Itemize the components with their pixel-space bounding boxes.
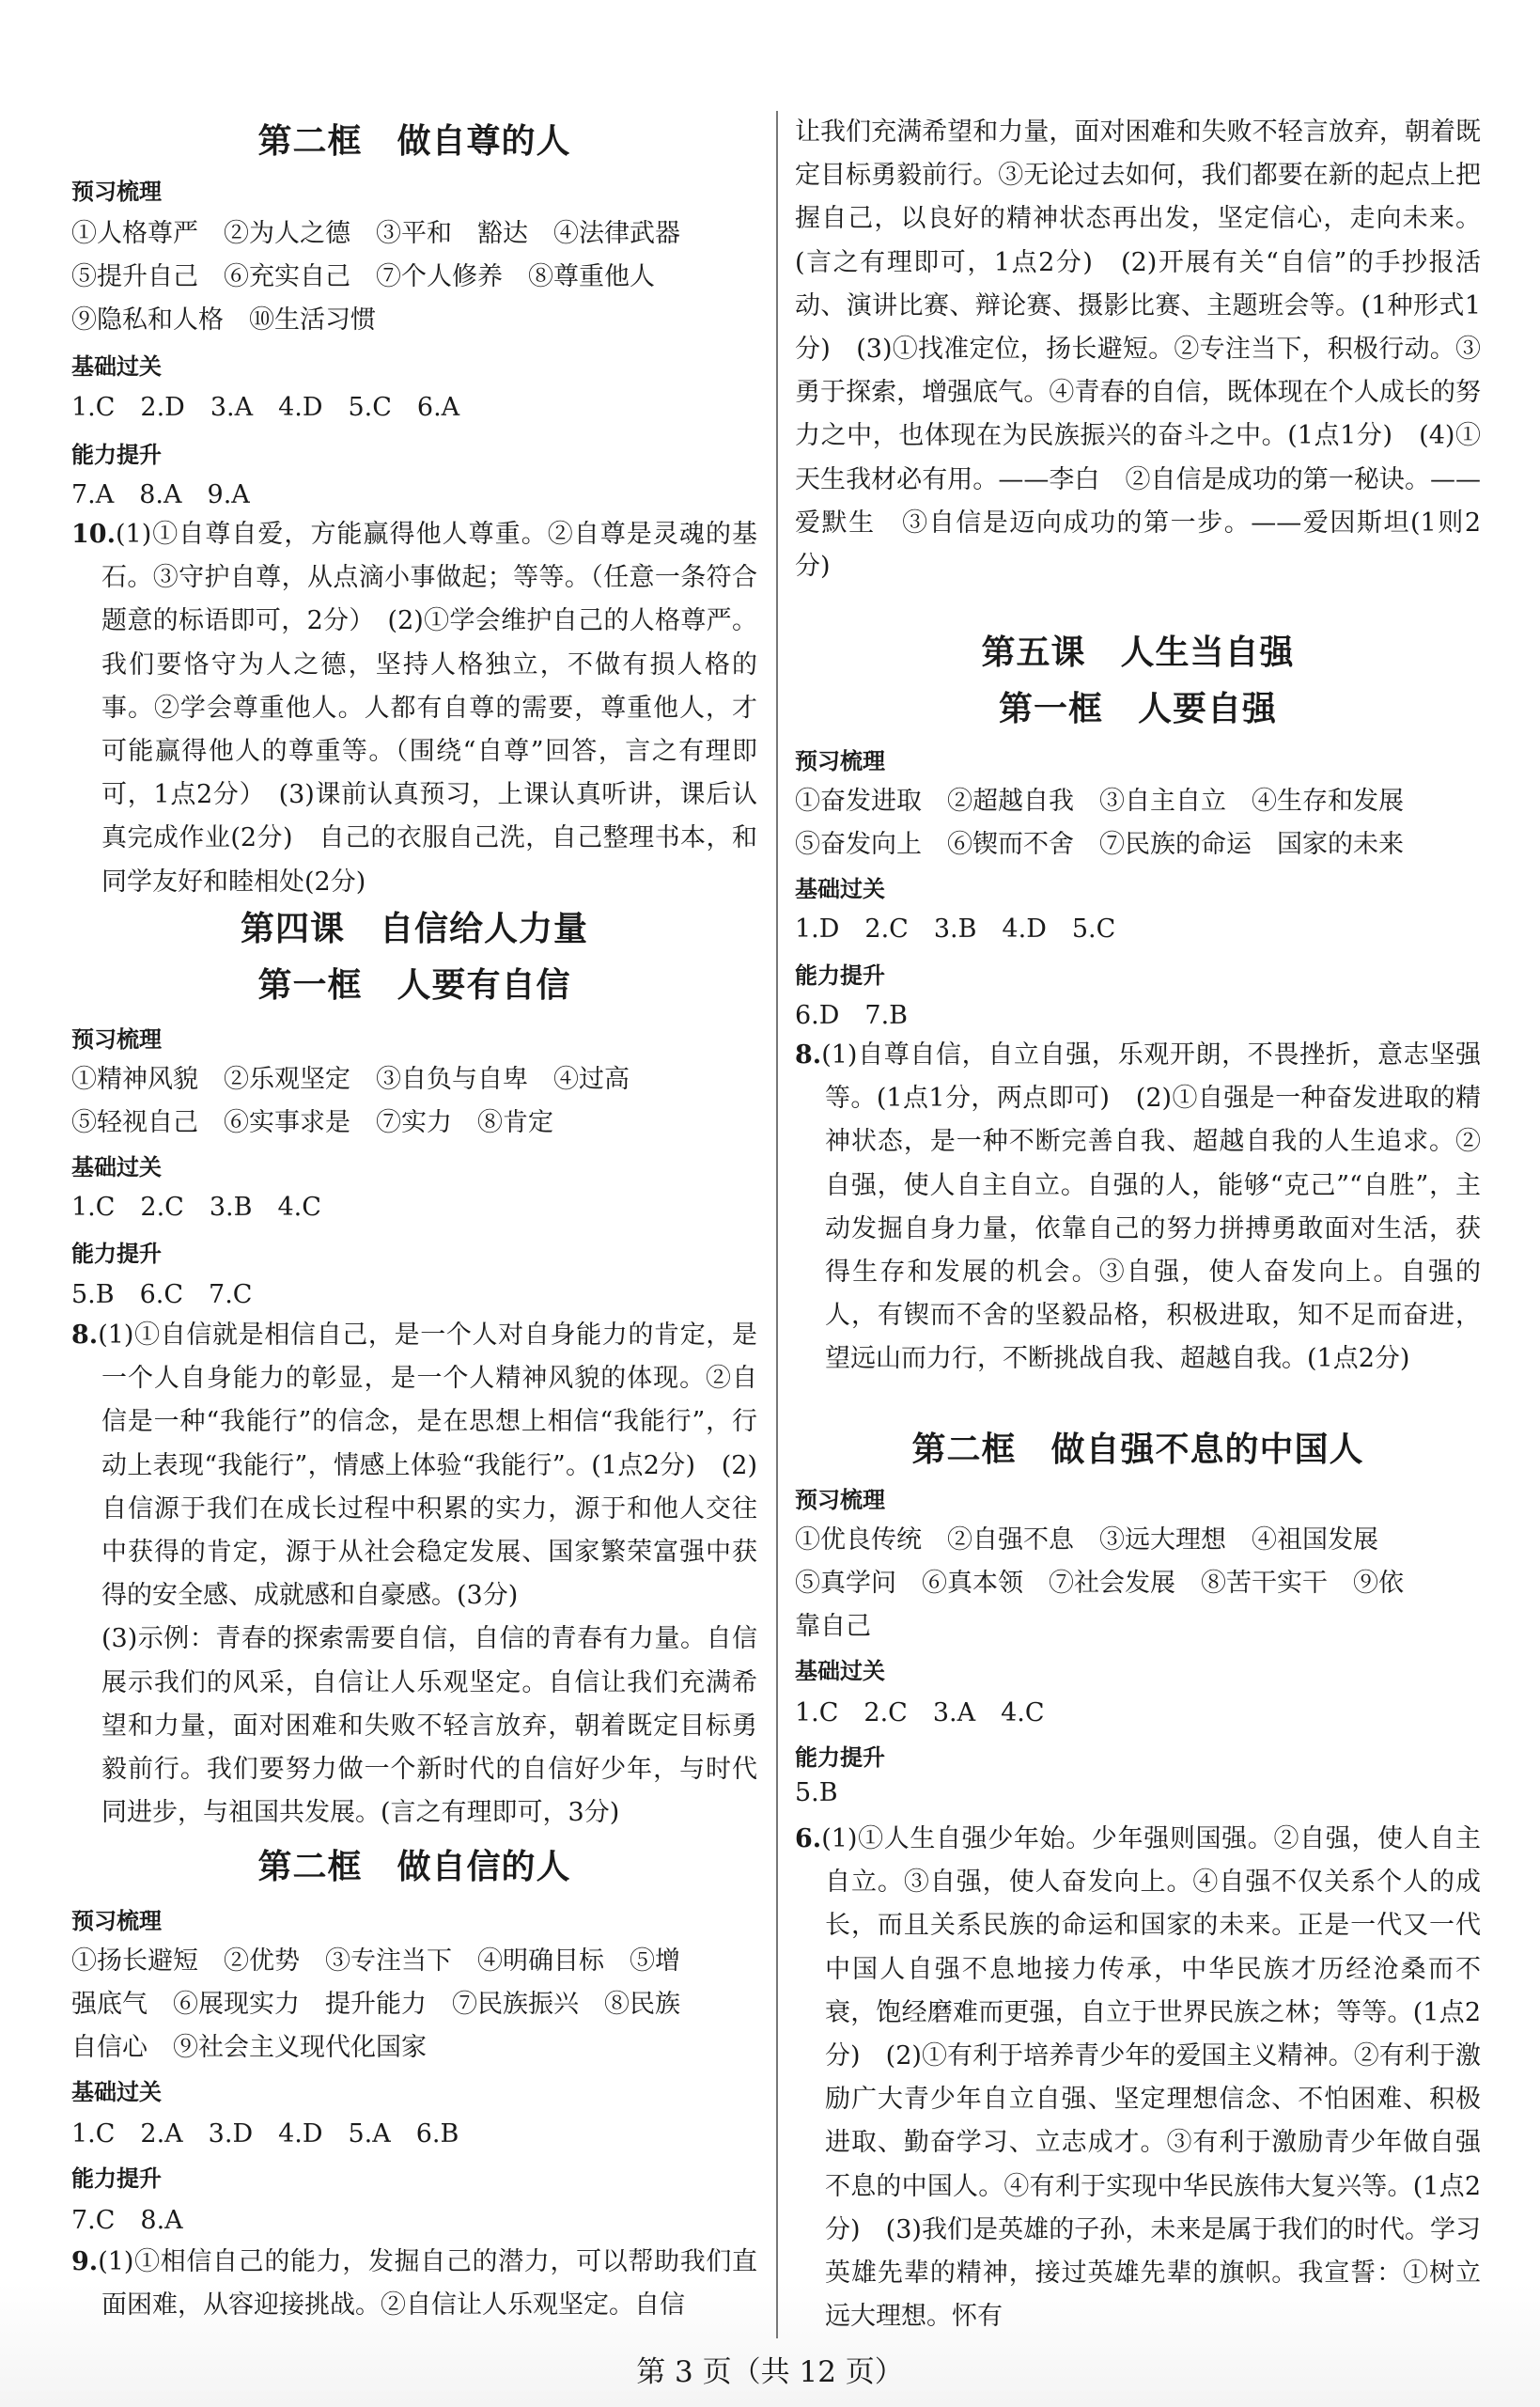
heading-ability: 能力提升 (795, 1744, 885, 1771)
heading-ability: 能力提升 (795, 962, 885, 989)
question-10-answer (71, 513, 757, 904)
heading-ability: 能力提升 (71, 1241, 162, 1267)
ability-answers: 6.D 7.B (795, 1001, 909, 1030)
heading-ability: 能力提升 (71, 2165, 162, 2192)
ability-answers: 7.C 8.A (71, 2206, 183, 2235)
heading-basic: 基础过关 (71, 2079, 162, 2105)
basic-answers: 1.C 2.D 3.A 4.D 5.C 6.A (71, 393, 460, 422)
question-6-answer (795, 1818, 1481, 2338)
lesson-title: 第四课 自信给人力量 (240, 910, 588, 948)
preview-line: ⑤真学问 ⑥真本领 ⑦社会发展 ⑧苦干实干 ⑨依 (795, 1569, 1404, 1598)
heading-preview: 预习梳理 (795, 748, 885, 774)
section-title: 第二框 做自尊的人 (257, 122, 571, 161)
preview-line: ⑨隐私和人格 ⑩生活习惯 (71, 305, 376, 335)
preview-line: ⑤奋发向上 ⑥锲而不舍 ⑦民族的命运 国家的未来 (795, 830, 1404, 859)
heading-basic: 基础过关 (795, 876, 885, 902)
section-title: 第一框 人要自强 (998, 690, 1277, 728)
question-9-answer (71, 2241, 757, 2327)
question-8-answer (71, 1314, 757, 1835)
heading-basic: 基础过关 (71, 1154, 162, 1180)
ability-answers: 5.B 6.C 7.C (71, 1280, 253, 1309)
preview-line: 靠自己 (795, 1612, 871, 1641)
heading-preview: 预习梳理 (71, 179, 162, 205)
question-number: 8. (795, 1040, 822, 1070)
section-title: 第二框 做自强不息的中国人 (911, 1430, 1364, 1469)
preview-line: ①奋发进取 ②超越自我 ③自主自立 ④生存和发展 (795, 787, 1404, 816)
heading-basic: 基础过关 (71, 353, 162, 380)
answer-text: (1)①人生自强少年始。少年强则国强。②自强，使人自主自立。③自强，使人奋发向上。④自强不仅关系个人的成长，而且关系民族的命运和国家的未来。正是一代又一代中国人自强不息地接力传承，中华民族才历经沧桑而不衰，饱经磨难而更强，自立于世界民族之林；等等。(1点2分) (2)①有利于培养青少年的爱国主义精神。②有利于激励广大青少年自立自强、坚定理想信念、不怕困难、积极进取、勤奋学习、立志成才。③有利于激励青少年做自强不息的中国人。④有利于实现中华民族伟大复兴等。(1点2分) (3)我们是英雄的子孙，未来是属于我们的时代。学习英雄先辈的精神，接过英雄先辈的旗帜。我宣誓：①树立远大理想。怀有 (821, 1824, 1481, 2332)
heading-preview: 预习梳理 (71, 1026, 162, 1053)
question-number: 9. (71, 2247, 99, 2276)
lesson-title: 第五课 人生当自强 (981, 633, 1295, 672)
answer-text: (1)①自尊自爱，方能赢得他人尊重。②自尊是灵魂的基石。③守护自尊，从点滴小事做起；等等。（任意一条符合题意的标语即可，2分） (2)①学会维护自己的人格尊严。我们要恪守为人之德，坚持人格独立，不做有损人格的事。②学会尊重他人。人都有自尊的需要，尊重他人，才可能赢得他人的尊重等。（围绕“自尊”回答，言之有理即可，1点2分） (3)课前认真预习，上课认真听讲，课后认真完成作业(2分) 自己的衣服自己洗，自己整理书本，和同学友好和睦相处(2分) (101, 520, 757, 897)
question-8-answer (795, 1034, 1481, 1382)
answer-text: (1)自尊自信，自立自强，乐观开朗，不畏挫折，意志坚强等。(1点1分，两点即可) (2)①自强是一种奋发进取的精神状态，是一种不断完善自我、超越自我的人生追求。②自强，使人自主自立。自强的人，能够“克己”“自胜”，主动发掘自身力量，依靠自己的努力拼搏勇敢面对生活，获得生存和发展的机会。③自强，使人奋发向上。自强的人，有锲而不舍的坚毅品格，积极进取，知不足而奋进，望远山而力行，不断挑战自我、超越自我。(1点2分) (821, 1040, 1481, 1374)
column-divider (776, 111, 778, 2338)
question-number: 10. (71, 520, 116, 549)
heading-preview: 预习梳理 (71, 1908, 162, 1934)
basic-answers: 1.C 2.A 3.D 4.D 5.A 6.B (71, 2119, 459, 2149)
preview-line: 自信心 ⑨社会主义现代化国家 (71, 2033, 427, 2062)
heading-preview: 预习梳理 (795, 1487, 885, 1513)
answer-text: (1)①相信自己的能力，发掘自己的潜力，可以帮助我们直面困难，从容迎接挑战。②自信让人乐观坚定。自信 (98, 2247, 757, 2321)
basic-answers: 1.C 2.C 3.B 4.C (71, 1193, 321, 1222)
question-number: 8. (71, 1321, 99, 1350)
preview-line: ⑤轻视自己 ⑥实事求是 ⑦实力 ⑧肯定 (71, 1108, 553, 1137)
preview-line: ①人格尊严 ②为人之德 ③平和 豁达 ④法律武器 (71, 219, 680, 248)
page-number: 第 3 页（共 12 页） (636, 2355, 904, 2389)
answer-text: (3)示例：青春的探索需要自信，自信的青春有力量。自信展示我们的风采，自信让人乐观坚定。自信让我们充满希望和力量，面对困难和失败不轻言放弃，朝着既定目标勇毅前行。我们要努力做一个新时代的自信好少年，与时代同进步，与祖国共发展。(言之有理即可，3分) (101, 1624, 757, 1828)
heading-basic: 基础过关 (795, 1658, 885, 1684)
preview-line: 强底气 ⑥展现实力 提升能力 ⑦民族振兴 ⑧民族 (71, 1990, 680, 2019)
preview-line: ①扬长避短 ②优势 ③专注当下 ④明确目标 ⑤增 (71, 1946, 680, 1976)
heading-ability: 能力提升 (71, 442, 162, 468)
answer-text: (1)①自信就是相信自己，是一个人对自身能力的肯定，是一个人自身能力的彰显，是一个人精神风貌的体现。②自信是一种“我能行”的信念，是在思想上相信“我能行”，行动上表现“我能行”，情感上体验“我能行”。(1点2分) (2)自信源于我们在成长过程中积累的实力，源于和他人交往中获得的肯定，源于从社会稳定发展、国家繁荣富强中获得的安全感、成就感和自豪感。(3分) (98, 1321, 757, 1611)
preview-line: ①精神风貌 ②乐观坚定 ③自负与自卑 ④过高 (71, 1065, 630, 1094)
ability-answers: 5.B (795, 1778, 838, 1807)
basic-answers: 1.D 2.C 3.B 4.D 5.C (795, 914, 1116, 944)
continued-answer: 让我们充满希望和力量，面对困难和失败不轻言放弃，朝着既定目标勇毅前行。③无论过去如何，我们都要在新的起点上把握自己，以良好的精神状态再出发，坚定信心，走向未来。(言之有理即可，1点2分) (2)开展有关“自信”的手抄报活动、演讲比赛、辩论赛、摄影比赛、主题班会等。(1种形式1分) (3)①找准定位，扬长避短。②专注当下，积极行动。③勇于探索，增强底气。④青春的自信，既体现在个人成长的努力之中，也体现在为民族振兴的奋斗之中。(1点1分) (4)①天生我材必有用。——李白 ②自信是成功的第一秘诀。——爱默生 ③自信是迈向成功的第一步。——爱因斯坦(1则2分) (795, 117, 1481, 582)
preview-line: ⑤提升自己 ⑥充实自己 ⑦个人修养 ⑧尊重他人 (71, 262, 655, 291)
ability-answers: 7.A 8.A 9.A (71, 480, 250, 509)
section-title: 第一框 人要有自信 (257, 966, 571, 1005)
section-title: 第二框 做自信的人 (257, 1848, 571, 1886)
question-number: 6. (795, 1824, 822, 1853)
basic-answers: 1.C 2.C 3.A 4.C (795, 1698, 1045, 1727)
preview-line: ①优良传统 ②自强不息 ③远大理想 ④祖国发展 (795, 1525, 1378, 1555)
